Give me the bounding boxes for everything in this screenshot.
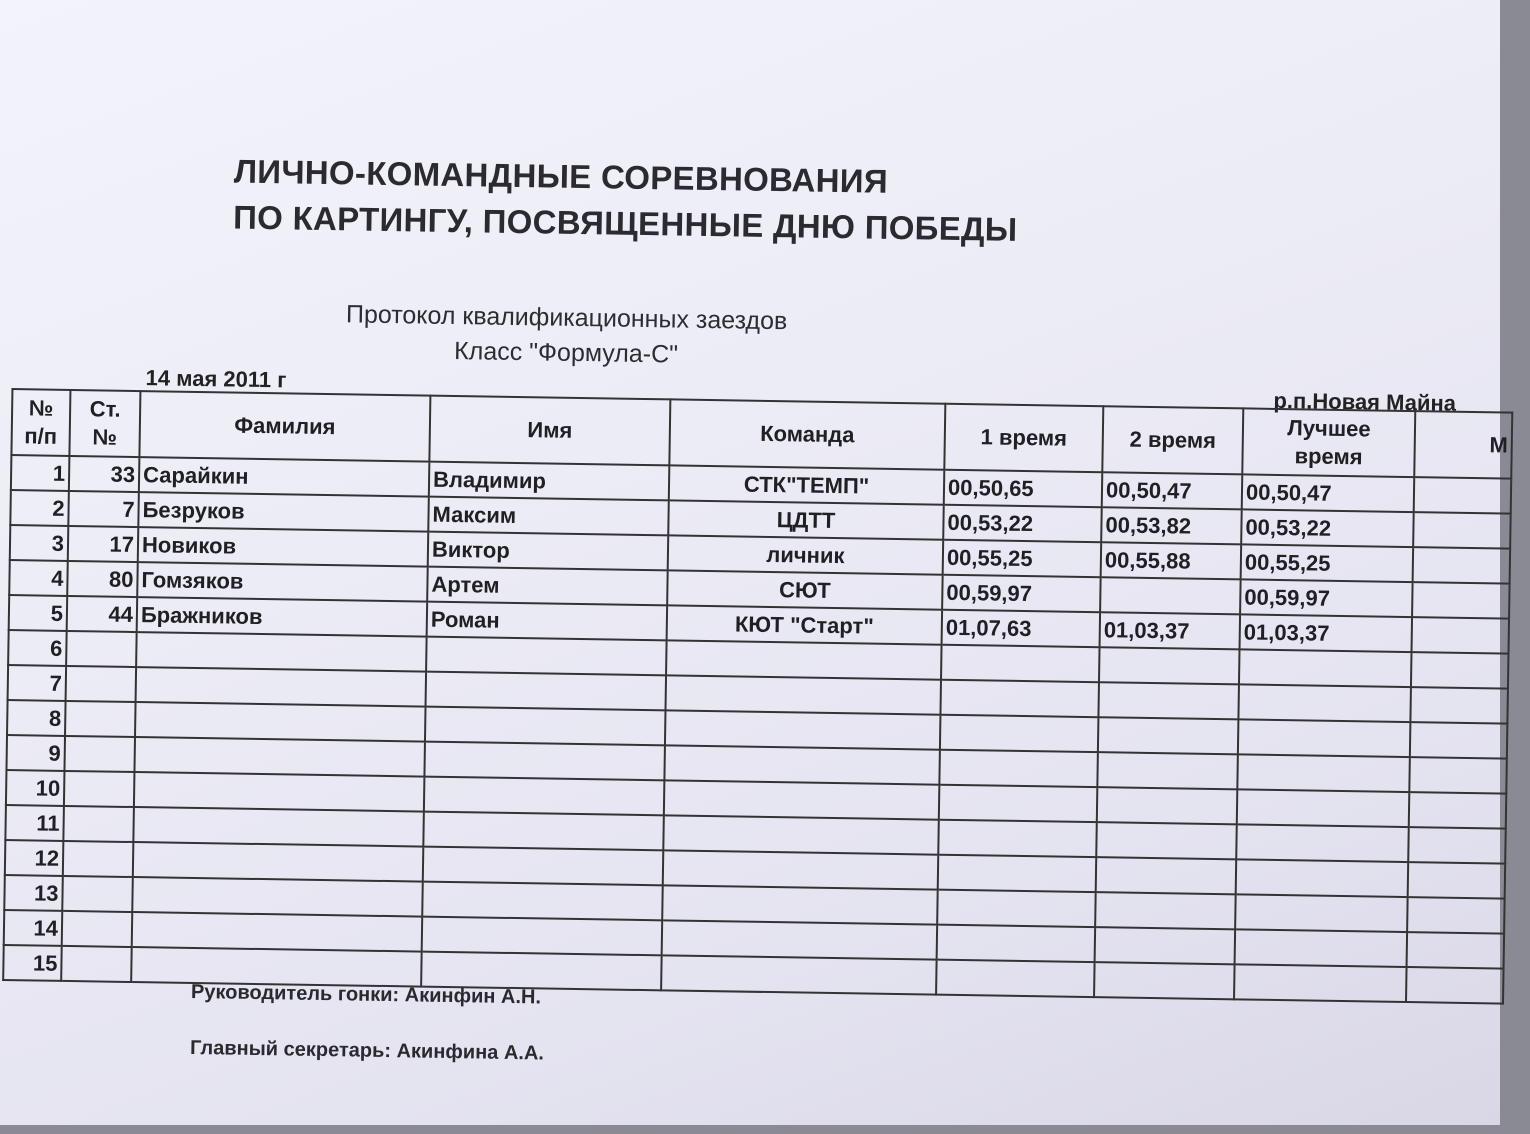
cell-start-number — [62, 876, 133, 912]
protocol-line-2: Класс "Формула-С" — [453, 337, 679, 369]
cell-surname — [131, 947, 422, 987]
cell-extra — [1408, 862, 1506, 899]
cell-start-number — [64, 771, 135, 807]
cell-no: 11 — [5, 805, 64, 841]
cell-time1 — [940, 715, 1099, 752]
cell-extra — [1408, 827, 1506, 864]
document-title — [233, 149, 1019, 253]
cell-name: Роман — [427, 602, 668, 641]
cell-extra — [1413, 547, 1511, 584]
cell-extra — [1409, 792, 1507, 829]
cell-time2 — [1095, 892, 1236, 929]
cell-extra — [1410, 722, 1508, 759]
header-extra: М — [1414, 411, 1512, 479]
header-time2: 2 время — [1102, 406, 1243, 474]
cell-no: 12 — [5, 840, 64, 876]
cell-time2: 00,55,88 — [1101, 542, 1242, 579]
cell-start-number — [63, 841, 134, 877]
cell-surname — [133, 842, 424, 882]
cell-start-number — [65, 701, 136, 737]
cell-start-number: 80 — [67, 561, 138, 597]
cell-name: Владимир — [429, 462, 670, 501]
cell-name — [422, 882, 663, 921]
cell-team — [666, 640, 942, 679]
cell-time2 — [1097, 752, 1238, 789]
cell-extra — [1414, 477, 1512, 514]
cell-time2: 01,03,37 — [1100, 612, 1241, 649]
title-line-2: ПО КАРТИНГУ, ПОСВЯЩЕННЫЕ ДНЮ ПОБЕДЫ — [232, 198, 1018, 248]
cell-team — [665, 710, 941, 749]
header-team: Команда — [669, 399, 945, 469]
cell-best-time — [1237, 789, 1410, 827]
cell-time1: 01,07,63 — [942, 610, 1101, 647]
cell-surname — [136, 667, 427, 707]
cell-time1 — [937, 925, 1096, 962]
cell-name — [426, 637, 667, 676]
cell-surname — [132, 912, 423, 952]
cell-time2 — [1097, 787, 1238, 824]
cell-extra — [1407, 932, 1505, 969]
cell-team — [662, 885, 938, 924]
cell-no: 5 — [9, 595, 68, 631]
cell-start-number — [64, 736, 135, 772]
cell-extra — [1407, 897, 1505, 934]
cell-best-time: 00,53,22 — [1241, 509, 1414, 547]
cell-best-time: 00,55,25 — [1241, 544, 1414, 582]
cell-no: 7 — [8, 665, 67, 701]
cell-extra — [1412, 582, 1510, 619]
cell-time2 — [1095, 927, 1236, 964]
cell-time1 — [939, 785, 1098, 822]
cell-start-number — [66, 631, 137, 667]
cell-no: 4 — [9, 560, 68, 596]
cell-best-time: 00,59,97 — [1240, 579, 1413, 617]
protocol-line-1: Протокол квалификационных заездов — [345, 300, 788, 336]
cell-best-time — [1239, 649, 1412, 687]
cell-time1: 00,59,97 — [942, 575, 1101, 612]
cell-no: 8 — [7, 700, 66, 736]
cell-surname: Гомзяков — [137, 562, 428, 602]
cell-time2 — [1096, 857, 1237, 894]
header-start-number: Ст. № — [69, 390, 140, 457]
results-table — [2, 388, 1513, 1005]
cell-time2 — [1100, 577, 1241, 614]
cell-surname — [132, 877, 423, 917]
cell-time1 — [938, 855, 1097, 892]
cell-team — [664, 745, 940, 784]
cell-start-number — [66, 666, 137, 702]
protocol-heading — [306, 297, 827, 375]
cell-time2 — [1098, 682, 1239, 719]
header-time1: 1 время — [944, 404, 1103, 472]
cell-team — [663, 850, 939, 889]
cell-extra — [1412, 617, 1510, 654]
cell-name — [423, 847, 664, 886]
cell-surname — [134, 737, 425, 777]
cell-time2 — [1094, 962, 1235, 999]
cell-best-time — [1237, 754, 1410, 792]
cell-start-number: 44 — [67, 596, 138, 632]
cell-best-time — [1235, 894, 1408, 932]
cell-name — [425, 707, 666, 746]
cell-best-time: 01,03,37 — [1240, 614, 1413, 652]
header-no: № п/п — [11, 389, 70, 456]
cell-time1 — [941, 645, 1100, 682]
cell-team: КЮТ "Старт" — [667, 605, 943, 644]
document-page — [0, 100, 1530, 1134]
cell-team: личник — [668, 535, 944, 574]
cell-extra — [1406, 967, 1504, 1004]
cell-start-number — [62, 911, 133, 947]
cell-team — [663, 815, 939, 854]
cell-time1 — [937, 890, 1096, 927]
cell-extra — [1409, 757, 1507, 794]
cell-time1 — [936, 960, 1095, 997]
race-director: Руководитель гонки: Акинфин А.Н. — [190, 980, 542, 1009]
header-name: Имя — [429, 396, 670, 466]
cell-name — [422, 917, 663, 956]
cell-best-time — [1236, 859, 1409, 897]
cell-time2 — [1098, 717, 1239, 754]
cell-name: Виктор — [428, 532, 669, 571]
cell-start-number: 17 — [68, 526, 139, 562]
cell-extra — [1410, 687, 1508, 724]
cell-no: 2 — [10, 490, 69, 526]
cell-name — [424, 777, 665, 816]
cell-team: ЦДТТ — [668, 500, 944, 539]
cell-name — [424, 742, 665, 781]
cell-time1 — [939, 750, 1098, 787]
cell-team — [662, 920, 938, 959]
cell-time1 — [940, 680, 1099, 717]
cell-best-time — [1235, 929, 1408, 967]
cell-best-time — [1238, 719, 1411, 757]
cell-time2: 00,53,82 — [1101, 507, 1242, 544]
cell-surname: Бражников — [137, 597, 428, 637]
cell-start-number — [63, 806, 134, 842]
cell-time2 — [1096, 822, 1237, 859]
cell-team: СТК"ТЕМП" — [669, 465, 945, 504]
cell-extra — [1411, 652, 1509, 689]
cell-surname — [133, 807, 424, 847]
cell-start-number — [61, 946, 132, 982]
cell-surname — [135, 702, 426, 742]
event-place: р.п.Новая Майна — [1273, 387, 1457, 416]
cell-best-time: 00,50,47 — [1242, 474, 1415, 512]
cell-no: 10 — [6, 770, 65, 806]
cell-best-time — [1236, 824, 1409, 862]
cell-name: Максим — [428, 497, 669, 536]
cell-surname: Безруков — [138, 492, 429, 532]
cell-time2 — [1099, 647, 1240, 684]
cell-no: 9 — [6, 735, 65, 771]
cell-no: 14 — [4, 910, 63, 946]
cell-no: 15 — [3, 945, 62, 981]
cell-no: 3 — [10, 525, 69, 561]
chief-secretary: Главный секретарь: Акинфина А.А. — [189, 1036, 545, 1065]
header-best-time: Лучшее время — [1242, 408, 1415, 477]
cell-team — [661, 955, 937, 994]
cell-surname: Новиков — [138, 527, 429, 567]
title-line-1: ЛИЧНО-КОМАНДНЫЕ СОРЕВНОВАНИЯ — [233, 152, 889, 200]
cell-time1: 00,55,25 — [943, 540, 1102, 577]
event-date: 14 мая 2011 г — [145, 365, 287, 393]
cell-no: 13 — [4, 875, 63, 911]
cell-no: 6 — [8, 630, 67, 666]
cell-no: 1 — [11, 455, 70, 491]
cell-team: СЮТ — [667, 570, 943, 609]
cell-name — [423, 812, 664, 851]
cell-time2: 00,50,47 — [1102, 472, 1243, 509]
cell-time1 — [938, 820, 1097, 857]
cell-name — [426, 672, 667, 711]
cell-best-time — [1238, 684, 1411, 722]
header-surname: Фамилия — [139, 391, 430, 462]
cell-surname — [136, 632, 427, 672]
cell-extra — [1413, 512, 1511, 549]
cell-best-time — [1234, 964, 1407, 1002]
cell-name: Артем — [427, 567, 668, 606]
cell-surname: Сарайкин — [139, 457, 430, 497]
cell-time1: 00,53,22 — [943, 505, 1102, 542]
cell-team — [665, 675, 941, 714]
cell-time1: 00,50,65 — [944, 470, 1103, 507]
cell-surname — [134, 772, 425, 812]
cell-start-number: 7 — [68, 491, 139, 527]
cell-start-number: 33 — [69, 456, 140, 492]
cell-team — [664, 780, 940, 819]
